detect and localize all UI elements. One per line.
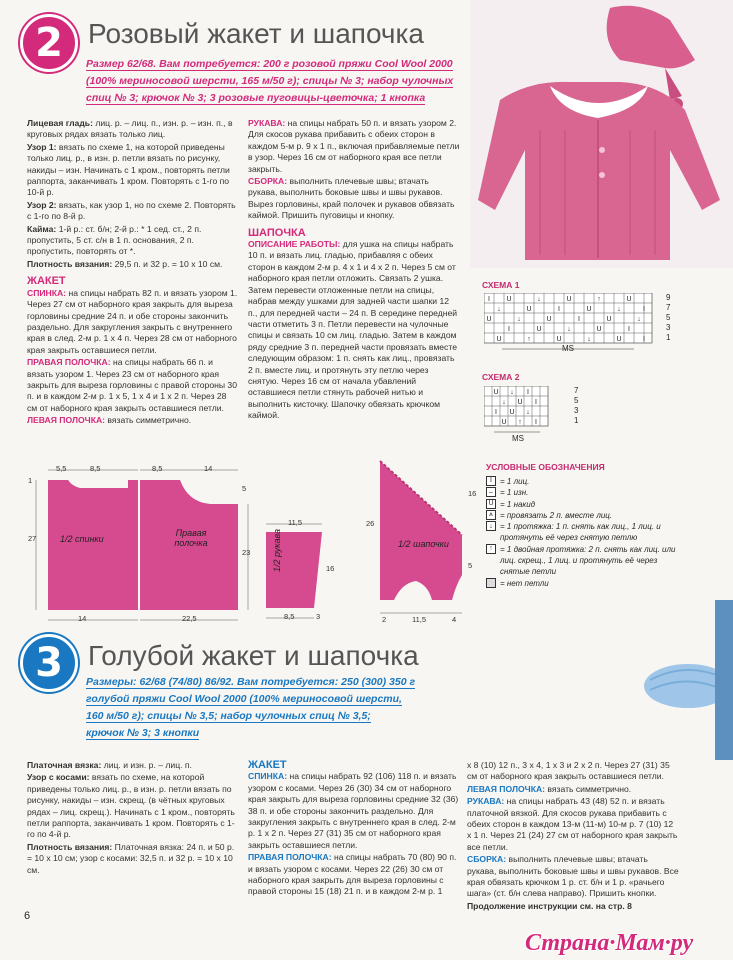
svg-text:U: U [596, 326, 602, 333]
watermark: Страна·Мам·ру [525, 930, 694, 956]
pattern-front: 8,5 14 5 23 22,5 Правая полочка [130, 462, 260, 627]
scheme-2: СХЕМА 2 U ↓ I ↓ U I I U ↓ U ↑ I 7 5 3 1 MS [482, 372, 579, 443]
svg-text:U: U [626, 296, 632, 303]
section-2-requirements: Размер 62/68. Вам потребуется: 200 г розовой пряжи Cool Wool 2000 (100% мериносовой шерсти, 165 м/50 г); спицы № 3; набор чулочных спиц № 3; крючок № 3; 3 розовые пуговицы-цветочка; 1 кнопка [86, 58, 454, 104]
svg-text:I: I [643, 306, 645, 313]
svg-text:I: I [558, 306, 560, 313]
svg-text:U: U [546, 316, 552, 323]
pattern-hat: 16 26 5 2 11,5 4 1/2 шапочки [362, 455, 487, 627]
legend-row: = нет петли [486, 578, 686, 589]
svg-text:↑: ↑ [527, 336, 531, 343]
svg-text:U: U [486, 316, 492, 323]
section-3-title: Голубой жакет и шапочка [88, 640, 419, 671]
legend-row: ⩚ = провязать 2 п. вместе лиц. [486, 510, 686, 521]
svg-text:U: U [526, 306, 532, 313]
svg-text:U: U [517, 399, 523, 406]
section-2-column-1: Лицевая гладь: лиц. р. – лиц. п., изн. р. – изн. п., в круговых рядах вязать только лиц. Узор 1: вязать по схеме 1, на которой приведены только лиц. р., в изн. р. петли вязать по рисунку, накиды – изн. Начинать с 1 кром., повторять петли раппорта, заканчивать 1 кром. Повторять с 1-го по 10-й р. Узор 2: вязать, как узор 1, но по схеме 2. Повторять с 1-го по 8-й р. Кайма: 1-й р.: ст. б/н; 2-й р.: * 1 сед. ст., 2 п. пропустить, 5 ст. с/н в 1 п. основания, 2 п. пропустить, повторять от *. Плотность вязания: 29,5 п. и 32 р. = 10 х 10 см. ЖАКЕТ СПИНКА: на спицы набрать 82 п. и вязать узором 1. Через 27 см от наборного края закрыть для выреза горловины средние 24 п. и обе стороны закончить раздельно. Для закругления закрыть с внутреннего края в след. 2-м р. 1 х 4 п. Через 28 см от наборного края закрыть оставшиеся петли. ПРАВАЯ ПОЛОЧКА: на спицы набрать 66 п. и вязать узором 1. Через 23 см от наборного края закрыть для выреза горловины с правой стороны 30 п. и в каждом 2-м р. 1 х 5, 1 х 4 и 1 х 2 п. Через 28 см от наборного края закрыть оставшиеся петли. ЛЕВАЯ ПОЛОЧКА: вязать симметрично. [27, 118, 238, 426]
pattern-back: 5,5 8,5 1 27 14 1/2 спинки [28, 462, 178, 627]
legend-row: ↓ = 1 протяжка: 1 п. снять как лиц., 1 лиц. и протянуть её через снятую петлю [486, 521, 686, 544]
svg-text:↓: ↓ [526, 409, 530, 416]
svg-text:U: U [506, 296, 512, 303]
svg-text:I: I [628, 326, 630, 333]
continue-note: Продолжение инструкции см. на стр. 8 [467, 900, 632, 911]
legend-row: ↑ = 1 двойная протяжка: 2 п. снять как лиц. или лиц. скрещ., 1 лиц. и протянуть её через снятые петли [486, 544, 686, 578]
svg-text:U: U [493, 389, 499, 396]
svg-text:↓: ↓ [617, 306, 621, 313]
section-3-column-3: х 8 (10) 12 п., 3 х 4, 1 х 3 и 2 х 2 п. Через 27 (31) 35 см от наборного края закрыть оставшиеся петли. ЛЕВАЯ ПОЛОЧКА: вязать симметрично. РУКАВА: на спицы набрать 43 (48) 52 п. и вязать платочной вязкой. Для скосов рукава прибавить с обеих сторон в каждом 13-м (11-м) 10-м р. 7 (10) 12 х 1 п. Через 21 (24) 27 см от наборного края закрыть все петли. СБОРКА: выполнить плечевые швы; втачать рукава, выполнить боковые швы и швы рукавов. Все края обвязать крючком 1 р. ст. б/н и 1 р. «рачьего шага» (ст. б/н слева направо). Пришить кнопки. Продолжение инструкции см. на стр. 8 [467, 760, 679, 911]
svg-text:I: I [643, 336, 645, 343]
scheme-1: СХЕМА 1 I U ↓ U ↑ U ↓ U I U ↓ I U ↓ U I U ↓ I U ↓ U I U ↑ U ↓ U I 9 7 5 3 1 MS [482, 280, 671, 353]
svg-text:↓: ↓ [637, 316, 641, 323]
legend-row: I = 1 лиц. [486, 476, 686, 487]
svg-text:↓: ↓ [502, 399, 506, 406]
svg-text:U: U [501, 419, 507, 426]
legend-row: U = 1 накид [486, 499, 686, 510]
svg-text:U: U [586, 306, 592, 313]
svg-text:U: U [606, 316, 612, 323]
svg-text:U: U [566, 296, 572, 303]
pattern-sleeve: 11,5 16 8,5 3 1/2 рукава [262, 516, 337, 628]
svg-text:U: U [509, 409, 515, 416]
page-edge-strip [715, 600, 733, 760]
jacket-heading: ЖАКЕТ [27, 275, 66, 288]
section-3-number: 3 [20, 634, 78, 692]
svg-text:↑: ↑ [518, 419, 522, 426]
svg-text:↓: ↓ [537, 296, 541, 303]
svg-text:I: I [488, 296, 490, 303]
legend-row: – = 1 изн. [486, 487, 686, 498]
svg-text:↓: ↓ [587, 336, 591, 343]
section-3-column-2: ЖАКЕТ СПИНКА: на спицы набрать 92 (106) 118 п. и вязать узором с косами. Через 26 (30) 34 см от наборного края закрыть для выреза горловины средние 32 (36) 38 п. и обе стороны закончить раздельно. Для закругления закрыть с внутреннего края в след. 2-м р. 1 х 2 п. Через 27 (31) 35 см от наборного края закрыть оставшиеся петли. ПРАВАЯ ПОЛОЧКА: на спицы набрать 70 (80) 90 п. и вязать узором с косами. Через 22 (26) 30 см от наборного края закрыть для выреза горловины с правой стороны 15 (18) 21 п. и в каждом 2-м р. 1 [248, 759, 459, 897]
jacket-heading: ЖАКЕТ [248, 759, 287, 771]
page-number: 6 [24, 910, 31, 922]
svg-text:U: U [556, 336, 562, 343]
section-2-column-2: РУКАВА: на спицы набрать 50 п. и вязать узором 2. Для скосов рукава прибавить с обеих сторон в каждом 5-м р. 9 х 1 п., включая прибавляемые петли в узор. Через 16 см от наборного края все петли закрыть. СБОРКА: выполнить плечевые швы; втачать рукава, выполнить боковые швы и швы рукавов. Вырез горловины, край полочек и рукавов обвязать каймой. Пришить пуговицы и кнопку. ШАПОЧКА ОПИСАНИЕ РАБОТЫ: для ушка на спицы набрать 10 п. и вязать лиц. гладью, прибавляя с обеих сторон в каждом 2-м р. 4 х 1 и 4 х 2 п. Через 5 см от наборного края петли отложить. Связать 2 ушка. Затем перевести отложенные петли на спицы, набрав между ушками для задней части шапки 12 п., для передней части – 24 п. В середине передней части отметить 3 п. Петли перевести на чулочные спицы и связать 10 см лиц. гладью. Затем в каждом ряду средние 3 п. передней части провязать вместе следующим образом: 1 п. снять как лиц., провязать 2 п. вместе лиц. и протянуть эту петлю через снятую. Через 16 см от начала убавлений оставшиеся петли стянуть рабочей нитью и выполнить кисточку. Шапочку обвязать крючком каймой. [248, 118, 460, 421]
section-3-column-1: Платочная вязка: лиц. и изн. р. – лиц. п. Узор с косами: вязать по схеме, на которой приведены только лиц. р., в изн. р. петли вязать по рисунку, накиды – изн. скрещ. (в чётных круговых рядах – лиц. скрещ.). Начинать с 1 кром., повторять петли раппорта, заканчивать 1 кром. Повторять с 1-го по 4-й р. Плотность вязания: Платочная вязка: 24 п. и 50 р. = 10 х 10 см; узор с косами: 32,5 п. и 32 р. = 10 х 10 см. [27, 760, 235, 875]
svg-text:U: U [496, 336, 502, 343]
svg-text:U: U [536, 326, 542, 333]
legend: УСЛОВНЫЕ ОБОЗНАЧЕНИЯ I = 1 лиц. – = 1 изн. U = 1 накид ⩚ = провязать 2 п. вместе лиц. ↓ = 1 протяжка: 1 п. снять как лиц., 1 лиц. и протянуть её через снятую петлю ↑ = 1 двойная протяжка: 2 п. снять как лиц. или лиц. скрещ., 1 лиц. и протянуть её через снятые петли = нет петли [486, 462, 686, 589]
pink-jacket-photo [470, 0, 733, 268]
svg-text:I: I [495, 409, 497, 416]
svg-text:U: U [616, 336, 622, 343]
svg-text:I: I [535, 419, 537, 426]
svg-text:↓: ↓ [517, 316, 521, 323]
scheme-2-grid [484, 386, 564, 436]
svg-text:↑: ↑ [597, 296, 601, 303]
svg-text:↓: ↓ [497, 306, 501, 313]
svg-text:↓: ↓ [510, 389, 514, 396]
scheme-1-grid [484, 293, 664, 353]
svg-text:I: I [535, 399, 537, 406]
section-2-number: 2 [20, 14, 78, 72]
svg-text:↓: ↓ [567, 326, 571, 333]
hat-heading: ШАПОЧКА [248, 226, 306, 239]
section-3-requirements: Размеры: 62/68 (74/80) 86/92. Вам потребуется: 250 (300) 350 г голубой пряжи Cool Wool 2000 (100% мериносовой шерсти, 160 м/50 г); спицы № 3,5; набор чулочных спиц № 3,5; крючок № 3; 3 кнопки [86, 676, 416, 739]
svg-text:I: I [578, 316, 580, 323]
svg-text:I: I [508, 326, 510, 333]
section-2-title: Розовый жакет и шапочка [88, 18, 424, 49]
svg-text:I: I [527, 389, 529, 396]
